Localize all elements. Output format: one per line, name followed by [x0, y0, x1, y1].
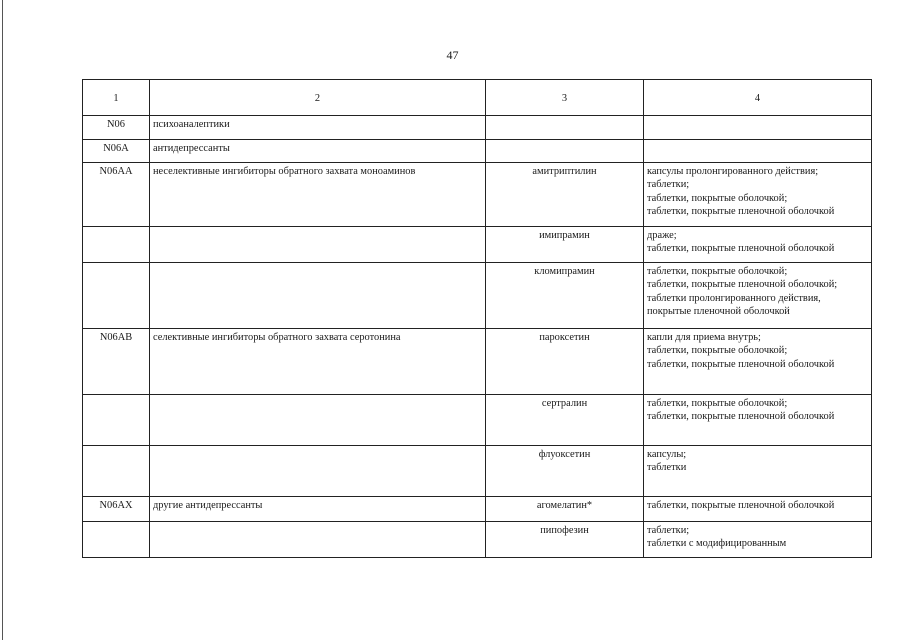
dosage-form-line: таблетки	[647, 462, 687, 474]
group-name: психоаналептики	[150, 116, 486, 140]
table-row	[83, 497, 872, 522]
dosage-form-line: капли для приема внутрь;	[647, 332, 761, 343]
table-row	[83, 227, 872, 263]
table-row	[83, 263, 872, 329]
table-row	[83, 140, 872, 163]
dosage-form-line: таблетки, покрытые оболочкой;	[647, 266, 788, 277]
atc-code	[83, 395, 150, 446]
dosage-form-line: таблетки пролонгированного действия,	[647, 292, 821, 304]
dosage-form-line: таблетки;	[647, 179, 690, 191]
atc-code: N06AX	[83, 497, 150, 522]
dosage-form-line: таблетки;	[647, 525, 690, 536]
column-header-4: 4	[644, 80, 872, 116]
drug-name: сертралин	[486, 395, 644, 446]
scan-edge-line	[2, 0, 3, 640]
group-name	[150, 263, 486, 329]
group-name	[150, 522, 486, 558]
drug-name: агомелатин*	[486, 497, 644, 522]
dosage-forms	[644, 522, 872, 558]
dosage-forms	[644, 263, 872, 329]
group-name: антидепрессанты	[150, 140, 486, 163]
drug-name: кломипрамин	[486, 263, 644, 329]
atc-code: N06A	[83, 140, 150, 163]
atc-code: N06AB	[83, 329, 150, 395]
dosage-forms	[644, 227, 872, 263]
group-name	[150, 446, 486, 497]
dosage-form-line: капсулы;	[647, 449, 687, 460]
dosage-form-line: покрытые пленочной оболочкой	[647, 306, 790, 318]
drug-name	[486, 116, 644, 140]
dosage-form-line: таблетки с модифицированным	[647, 538, 787, 550]
table-header-row	[83, 80, 872, 116]
group-name	[150, 395, 486, 446]
table-row	[83, 163, 872, 227]
dosage-form-line: таблетки, покрытые пленочной оболочкой	[647, 358, 835, 370]
dosage-form-line: таблетки, покрытые пленочной оболочкой	[647, 243, 835, 255]
drug-name: пипофезин	[486, 522, 644, 558]
column-header-1: 1	[83, 80, 150, 116]
dosage-form-line: таблетки, покрытые оболочкой;	[647, 192, 788, 204]
table-row	[83, 116, 872, 140]
dosage-forms	[644, 329, 872, 395]
dosage-forms	[644, 163, 872, 227]
group-name: другие антидепрессанты	[150, 497, 486, 522]
atc-code	[83, 446, 150, 497]
table-row	[83, 329, 872, 395]
dosage-form-line: таблетки, покрытые оболочкой;	[647, 398, 788, 409]
dosage-form-line: таблетки, покрытые пленочной оболочкой	[647, 411, 835, 423]
table-row	[83, 522, 872, 558]
column-header-3: 3	[486, 80, 644, 116]
atc-code	[83, 263, 150, 329]
drug-name: амитриптилин	[486, 163, 644, 227]
dosage-forms	[644, 446, 872, 497]
atc-code	[83, 522, 150, 558]
atc-code	[83, 227, 150, 263]
dosage-forms	[644, 497, 872, 522]
page-number: 47	[446, 48, 459, 62]
dosage-form-line: таблетки, покрытые пленочной оболочкой	[647, 206, 835, 218]
drug-name	[486, 140, 644, 163]
drug-table	[82, 79, 872, 558]
dosage-forms	[644, 395, 872, 446]
dosage-form-line: капсулы пролонгированного действия;	[647, 166, 819, 177]
atc-code: N06	[83, 116, 150, 140]
drug-name: флуоксетин	[486, 446, 644, 497]
dosage-form-line: таблетки, покрытые пленочной оболочкой	[647, 500, 835, 511]
dosage-form-line: таблетки, покрытые пленочной оболочкой;	[647, 279, 838, 291]
dosage-form-line: драже;	[647, 230, 677, 241]
column-header-2: 2	[150, 80, 486, 116]
group-name: селективные ингибиторы обратного захвата серотонина	[150, 329, 486, 395]
group-name	[150, 227, 486, 263]
dosage-forms	[644, 140, 872, 163]
table-row	[83, 395, 872, 446]
drug-name: имипрамин	[486, 227, 644, 263]
drug-name: пароксетин	[486, 329, 644, 395]
group-name: неселективные ингибиторы обратного захвата моноаминов	[150, 163, 486, 227]
dosage-forms	[644, 116, 872, 140]
atc-code: N06AA	[83, 163, 150, 227]
table-row	[83, 446, 872, 497]
dosage-form-line: таблетки, покрытые оболочкой;	[647, 345, 788, 357]
